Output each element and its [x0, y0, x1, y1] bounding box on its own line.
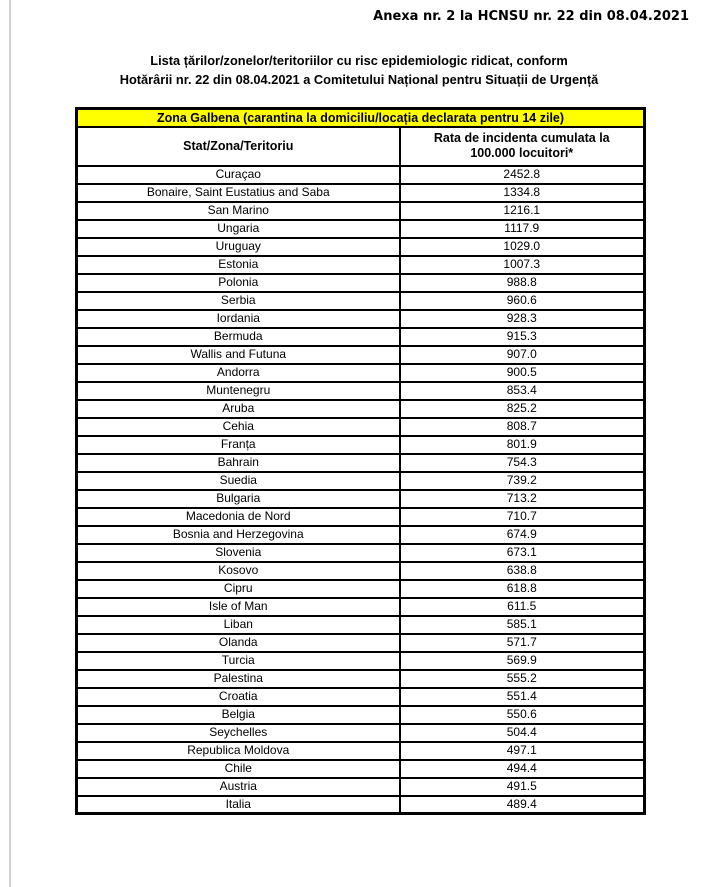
document-title	[75, 52, 643, 89]
country-cell: Isle of Man	[77, 598, 400, 616]
rate-cell: 915.3	[400, 328, 645, 346]
table-row	[77, 526, 645, 544]
table-row	[77, 598, 645, 616]
country-cell: Olanda	[77, 634, 400, 652]
country-cell: Seychelles	[77, 724, 400, 742]
table-row	[77, 256, 645, 274]
country-cell: Serbia	[77, 292, 400, 310]
table-row	[77, 202, 645, 220]
table-row	[77, 616, 645, 634]
table-row	[77, 634, 645, 652]
rate-cell: 853.4	[400, 382, 645, 400]
table-row	[77, 220, 645, 238]
country-cell: Estonia	[77, 256, 400, 274]
rate-cell: 618.8	[400, 580, 645, 598]
rate-cell: 497.1	[400, 742, 645, 760]
rate-cell: 504.4	[400, 724, 645, 742]
rate-cell: 585.1	[400, 616, 645, 634]
rate-cell: 960.6	[400, 292, 645, 310]
table-row	[77, 580, 645, 598]
table-row	[77, 184, 645, 202]
zone-band: Zona Galbena (carantina la domiciliu/locația declarata pentru 14 zile)	[77, 109, 645, 127]
rate-cell: 739.2	[400, 472, 645, 490]
table-row	[77, 166, 645, 184]
rate-cell: 571.7	[400, 634, 645, 652]
country-cell: Wallis and Futuna	[77, 346, 400, 364]
rate-cell: 907.0	[400, 346, 645, 364]
table-row	[77, 400, 645, 418]
country-cell: Suedia	[77, 472, 400, 490]
rate-cell: 569.9	[400, 652, 645, 670]
page-edge-line	[9, 0, 11, 887]
rate-cell: 1117.9	[400, 220, 645, 238]
table-row	[77, 382, 645, 400]
country-cell: Republica Moldova	[77, 742, 400, 760]
country-cell: San Marino	[77, 202, 400, 220]
country-cell: Kosovo	[77, 562, 400, 580]
rate-cell: 491.5	[400, 778, 645, 796]
rate-cell: 489.4	[400, 796, 645, 814]
country-cell: Liban	[77, 616, 400, 634]
rate-cell: 1334.8	[400, 184, 645, 202]
rate-cell: 801.9	[400, 436, 645, 454]
country-cell: Curaçao	[77, 166, 400, 184]
table-row	[77, 670, 645, 688]
rate-cell: 555.2	[400, 670, 645, 688]
rate-cell: 611.5	[400, 598, 645, 616]
column-header-country: Stat/Zona/Teritoriu	[77, 127, 400, 166]
rate-cell: 494.4	[400, 760, 645, 778]
table-row	[77, 562, 645, 580]
country-cell: Austria	[77, 778, 400, 796]
country-cell: Cehia	[77, 418, 400, 436]
rate-cell: 638.8	[400, 562, 645, 580]
rate-cell: 2452.8	[400, 166, 645, 184]
title-line-2: Hotărârii nr. 22 din 08.04.2021 a Comitetului Național pentru Situații de Urgență	[119, 71, 599, 87]
table-row	[77, 688, 645, 706]
country-cell: Croatia	[77, 688, 400, 706]
table-row	[77, 454, 645, 472]
rate-cell: 928.3	[400, 310, 645, 328]
country-cell: Bahrain	[77, 454, 400, 472]
rate-cell: 551.4	[400, 688, 645, 706]
table-row	[77, 778, 645, 796]
table-row	[77, 706, 645, 724]
rate-cell: 1029.0	[400, 238, 645, 256]
rate-cell: 1007.3	[400, 256, 645, 274]
country-cell: Bulgaria	[77, 490, 400, 508]
country-cell: Cipru	[77, 580, 400, 598]
table-row	[77, 472, 645, 490]
table-row	[77, 436, 645, 454]
country-cell: Macedonia de Nord	[77, 508, 400, 526]
rate-cell: 713.2	[400, 490, 645, 508]
zone-band-row	[77, 109, 645, 127]
table-row	[77, 328, 645, 346]
country-cell: Turcia	[77, 652, 400, 670]
country-cell: Ungaria	[77, 220, 400, 238]
column-header-rate: Rata de incidenta cumulata la 100.000 locuitori*	[400, 127, 645, 166]
rate-cell: 1216.1	[400, 202, 645, 220]
rate-cell: 673.1	[400, 544, 645, 562]
table-row	[77, 490, 645, 508]
table-row	[77, 796, 645, 814]
rate-cell: 710.7	[400, 508, 645, 526]
rate-cell: 550.6	[400, 706, 645, 724]
rate-cell: 674.9	[400, 526, 645, 544]
table-row	[77, 364, 645, 382]
country-cell: Aruba	[77, 400, 400, 418]
country-cell: Bermuda	[77, 328, 400, 346]
table-row	[77, 238, 645, 256]
table-row	[77, 274, 645, 292]
table-row	[77, 742, 645, 760]
rate-cell: 825.2	[400, 400, 645, 418]
country-cell: Iordania	[77, 310, 400, 328]
table-row	[77, 652, 645, 670]
rate-cell: 988.8	[400, 274, 645, 292]
table-row	[77, 544, 645, 562]
country-cell: Chile	[77, 760, 400, 778]
rate-cell: 808.7	[400, 418, 645, 436]
table-row	[77, 418, 645, 436]
country-cell: Franța	[77, 436, 400, 454]
rate-cell: 754.3	[400, 454, 645, 472]
column-header-row	[77, 127, 645, 166]
table-row	[77, 292, 645, 310]
table-row	[77, 346, 645, 364]
country-cell: Palestina	[77, 670, 400, 688]
table-row	[77, 310, 645, 328]
country-cell: Bosnia and Herzegovina	[77, 526, 400, 544]
country-cell: Muntenegru	[77, 382, 400, 400]
table-row	[77, 724, 645, 742]
country-cell: Andorra	[77, 364, 400, 382]
country-cell: Slovenia	[77, 544, 400, 562]
title-line-1: Lista țărilor/zonelor/teritoriilor cu risc epidemiologic ridicat, conform	[150, 53, 568, 68]
rate-cell: 900.5	[400, 364, 645, 382]
annex-heading: Anexa nr. 2 la HCNSU nr. 22 din 08.04.2021	[373, 9, 689, 24]
country-cell: Belgia	[77, 706, 400, 724]
table-row	[77, 760, 645, 778]
country-cell: Italia	[77, 796, 400, 814]
table-row	[77, 508, 645, 526]
country-cell: Bonaire, Saint Eustatius and Saba	[77, 184, 400, 202]
country-cell: Uruguay	[77, 238, 400, 256]
country-cell: Polonia	[77, 274, 400, 292]
table-body	[77, 166, 645, 814]
risk-table	[75, 107, 646, 815]
